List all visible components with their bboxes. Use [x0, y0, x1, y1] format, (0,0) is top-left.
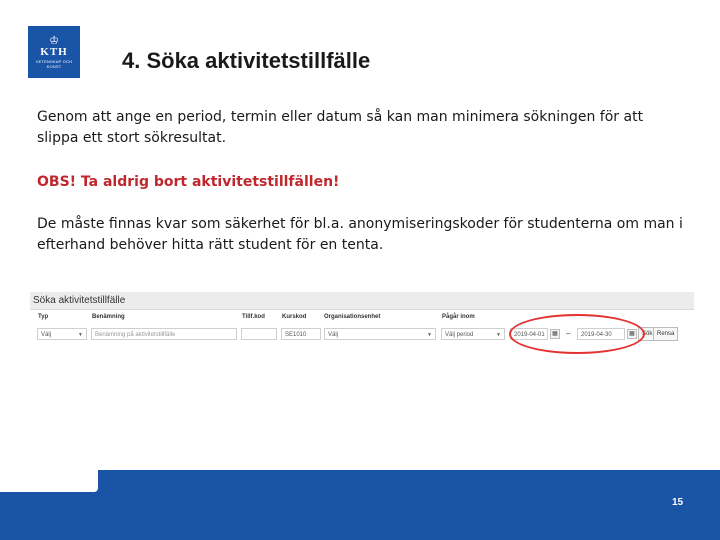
label-kurskod: Kurskod: [282, 314, 307, 320]
typ-select[interactable]: [37, 328, 87, 340]
footer-notch: [0, 470, 98, 492]
date-to-input[interactable]: 2019-04-30: [577, 328, 625, 340]
typ-select-value: Välj: [41, 332, 52, 338]
logo-text: KTH: [40, 46, 68, 58]
warning-text: OBS! Ta aldrig bort aktivitetstillfällen!: [37, 174, 340, 190]
footer-bar: [0, 470, 720, 540]
tillfkod-input[interactable]: [241, 328, 277, 340]
crown-icon: ♔: [49, 34, 59, 47]
explanation-paragraph: De måste finnas kvar som säkerhet för bl.a. anonymiseringskoder för studenterna om man i efterhand behöver hitta rätt student för en tenta.: [37, 216, 683, 253]
kth-logo: [28, 26, 80, 78]
calendar-icon[interactable]: ▦: [627, 329, 637, 339]
chevron-down-icon: ▼: [496, 332, 501, 338]
date-from-input[interactable]: 2019-04-01: [510, 328, 548, 340]
label-benamning: Benämning: [92, 314, 125, 320]
search-form-header: Söka aktivitetstillfälle: [30, 292, 694, 310]
benamning-input[interactable]: Benämning på aktivitetstillfälle: [91, 328, 237, 340]
label-typ: Typ: [38, 314, 49, 320]
pagar-inom-select[interactable]: [441, 328, 505, 340]
organisationsenhet-value: Välj: [328, 332, 339, 338]
label-tillfkod: Tillf.kod: [242, 314, 265, 320]
slide-title: 4. Söka aktivitetstillfälle: [122, 48, 371, 73]
pagar-inom-value: Välj period: [445, 332, 474, 338]
page-number: 15: [672, 497, 684, 508]
chevron-down-icon: ▼: [78, 332, 83, 338]
logo-subtext: VETENSKAP OCH KONST: [35, 59, 73, 69]
search-button[interactable]: Sök: [638, 327, 656, 341]
clear-button[interactable]: Rensa: [653, 327, 678, 341]
date-range-highlight: [509, 314, 645, 354]
intro-paragraph: Genom att ange en period, termin eller datum så kan man minimera sökningen för att slippa ett stort sökresultat.: [37, 109, 644, 146]
kurskod-input[interactable]: SE1010: [281, 328, 321, 340]
label-organisationsenhet: Organisationsenhet: [324, 314, 381, 320]
calendar-icon[interactable]: ▦: [550, 329, 560, 339]
label-pagar-inom: Pågår inom: [442, 314, 475, 320]
organisationsenhet-select[interactable]: [324, 328, 436, 340]
chevron-down-icon: ▼: [427, 332, 432, 338]
date-range-dash: –: [566, 329, 571, 338]
